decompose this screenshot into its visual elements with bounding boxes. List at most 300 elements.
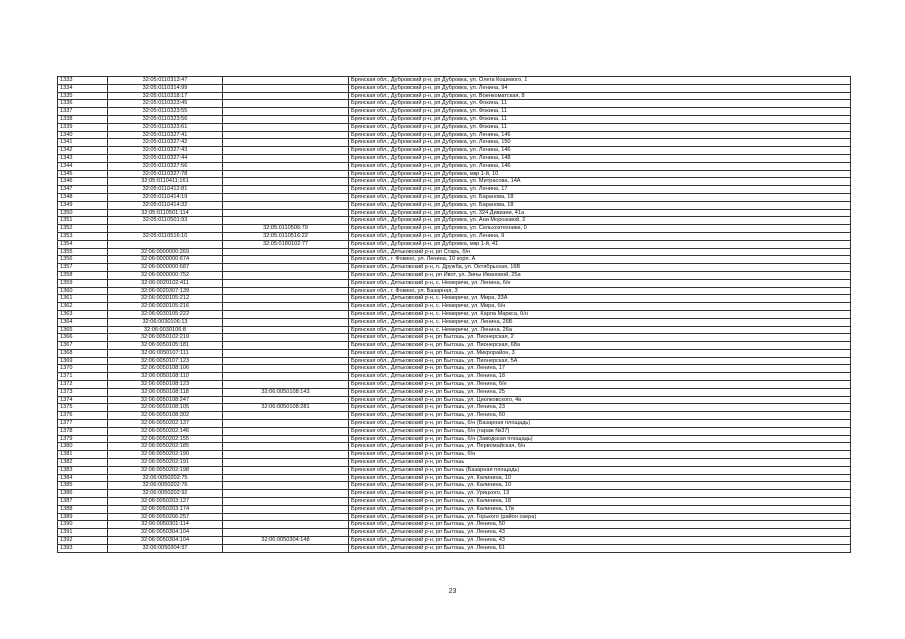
row-number-cell: 1346 — [58, 178, 108, 186]
address-cell: Брянская обл., Дубровский р-н, рп Дубровка, ул. Ленина, 150 — [349, 139, 851, 147]
row-number-cell: 1393 — [58, 544, 108, 552]
row-number-cell: 1377 — [58, 420, 108, 428]
table-row — [58, 178, 851, 186]
secondary-cadastral-number-cell — [223, 365, 349, 373]
table-row — [58, 264, 851, 272]
row-number-cell: 1356 — [58, 256, 108, 264]
cadastral-number-cell: 32:06:0050202:76 — [108, 482, 223, 490]
secondary-cadastral-number-cell — [223, 342, 349, 350]
row-number-cell: 1389 — [58, 513, 108, 521]
row-number-cell: 1383 — [58, 466, 108, 474]
address-cell: Брянская обл., Дятьковский р-н, рп Бытошь, ул. Урицкого, 13 — [349, 490, 851, 498]
row-number-cell: 1371 — [58, 373, 108, 381]
address-cell: Брянская обл., Дятьковский р-н, рп Бытошь, б/н (гараж №37) — [349, 427, 851, 435]
secondary-cadastral-number-cell — [223, 193, 349, 201]
table-row — [58, 318, 851, 326]
address-cell: Брянская обл., Дубровский р-н, рп Дубровка, ул. Военкоматская, 8 — [349, 92, 851, 100]
cadastral-number-cell: 32:05:0110501:93 — [108, 217, 223, 225]
table-row — [58, 92, 851, 100]
secondary-cadastral-number-cell — [223, 147, 349, 155]
cadastral-number-cell: 32:06:0050202:198 — [108, 466, 223, 474]
secondary-cadastral-number-cell — [223, 170, 349, 178]
address-cell: Брянская обл., Дубровский р-н, рп Дубровка, ул. Фокина, 11 — [349, 123, 851, 131]
secondary-cadastral-number-cell — [223, 217, 349, 225]
row-number-cell: 1337 — [58, 108, 108, 116]
row-number-cell: 1343 — [58, 154, 108, 162]
row-number-cell: 1335 — [58, 92, 108, 100]
table-row — [58, 490, 851, 498]
table-row — [58, 186, 851, 194]
cadastral-number-cell: 32:06:0050202:92 — [108, 490, 223, 498]
secondary-cadastral-number-cell — [223, 482, 349, 490]
cadastral-number-cell: 32:06:0050202:155 — [108, 435, 223, 443]
address-cell: Брянская обл., Дятьковский р-н, рп Бытошь, ул. Микрорайон, 3 — [349, 349, 851, 357]
table-row — [58, 170, 851, 178]
row-number-cell: 1336 — [58, 100, 108, 108]
row-number-cell: 1363 — [58, 310, 108, 318]
cadastral-number-cell: 32:06:0050108:123 — [108, 381, 223, 389]
address-cell: Брянская обл., Дятьковский р-н, рп Бытошь, ул. Ленина, 23 — [349, 404, 851, 412]
address-cell: Брянская обл., Дятьковский р-н, рп Бытошь, ул. Пионерская, 2 — [349, 334, 851, 342]
address-cell: Брянская обл., Дубровский р-н, рп Дубровка, ул. Ленина, 9 — [349, 232, 851, 240]
table-row — [58, 349, 851, 357]
address-cell: Брянская обл., Дубровский р-н, рп Дубровка, ул. Ленина, 17 — [349, 186, 851, 194]
row-number-cell: 1355 — [58, 248, 108, 256]
address-cell: Брянская обл., Дубровский р-н, рп Дубровка, ул. 324 Дивизии, 41а — [349, 209, 851, 217]
address-cell: Брянская обл., Дятьковский р-н, с. Немеричи, ул. Ленина, 26Б — [349, 318, 851, 326]
table-row — [58, 139, 851, 147]
table-row — [58, 326, 851, 334]
cadastral-number-cell: 32:06:0030105:222 — [108, 310, 223, 318]
table-row — [58, 147, 851, 155]
cadastral-number-cell: 32:05:0110323:55 — [108, 108, 223, 116]
address-cell: Брянская обл., Дятьковский р-н, с. Немеричи, ул. Карла Маркса, б/н — [349, 310, 851, 318]
address-cell: Брянская обл., Дятьковский р-н, рп Бытошь, б/н — [349, 451, 851, 459]
secondary-cadastral-number-cell — [223, 521, 349, 529]
secondary-cadastral-number-cell — [223, 295, 349, 303]
cadastral-number-cell: 32:05:0110516:10 — [108, 232, 223, 240]
secondary-cadastral-number-cell — [223, 279, 349, 287]
table-row — [58, 115, 851, 123]
address-cell: Брянская обл., Дубровский р-н, рп Дубровка, ул. Фокина, 11 — [349, 100, 851, 108]
address-cell: Брянская обл., Дятьковский р-н, рп Бытошь, ул. Первомайская, б/н — [349, 443, 851, 451]
address-cell: Брянская обл., г. Фокино, ул. Базарная, 3 — [349, 287, 851, 295]
row-number-cell: 1369 — [58, 357, 108, 365]
row-number-cell: 1365 — [58, 326, 108, 334]
table-row — [58, 232, 851, 240]
row-number-cell: 1367 — [58, 342, 108, 350]
cadastral-number-cell: 32:06:0050203:127 — [108, 498, 223, 506]
table-row — [58, 505, 851, 513]
row-number-cell: 1342 — [58, 147, 108, 155]
cadastral-number-cell: 32:05:0110327:42 — [108, 139, 223, 147]
page-number: 23 — [448, 588, 457, 595]
cadastral-number-cell — [108, 225, 223, 233]
secondary-cadastral-number-cell — [223, 381, 349, 389]
row-number-cell: 1390 — [58, 521, 108, 529]
secondary-cadastral-number-cell — [223, 443, 349, 451]
row-number-cell: 1347 — [58, 186, 108, 194]
row-number-cell: 1349 — [58, 201, 108, 209]
secondary-cadastral-number-cell — [223, 505, 349, 513]
row-number-cell: 1339 — [58, 123, 108, 131]
address-cell: Брянская обл., Дятьковский р-н, рп Бытошь, ул. Горького (район озера) — [349, 513, 851, 521]
address-cell: Брянская обл., Дятьковский р-н, рп Бытошь, ул. Калинина, 17в — [349, 505, 851, 513]
cadastral-number-cell: 32:06:0030106:13 — [108, 318, 223, 326]
cadastral-number-cell: 32:06:0050202:190 — [108, 451, 223, 459]
cadastral-number-cell: 32:06:0050108:110 — [108, 373, 223, 381]
table-row — [58, 435, 851, 443]
cadastral-number-cell: 32:06:0000000:687 — [108, 264, 223, 272]
table-row — [58, 100, 851, 108]
cadastral-number-cell: 32:05:0110501:114 — [108, 209, 223, 217]
table-row — [58, 443, 851, 451]
secondary-cadastral-number-cell — [223, 303, 349, 311]
row-number-cell: 1362 — [58, 303, 108, 311]
row-number-cell: 1341 — [58, 139, 108, 147]
secondary-cadastral-number-cell — [223, 544, 349, 552]
cadastral-number-cell: 32:06:0020102:411 — [108, 279, 223, 287]
cadastral-number-cell: 32:06:0050107:111 — [108, 349, 223, 357]
table-row — [58, 474, 851, 482]
cadastral-number-cell: 32:06:0050304:97 — [108, 544, 223, 552]
address-cell: Брянская обл., Дятьковский р-н, рп Бытошь, ул. Ленина, 43 — [349, 529, 851, 537]
table-row — [58, 451, 851, 459]
row-number-cell: 1338 — [58, 115, 108, 123]
cadastral-number-cell: 32:06:0050108:302 — [108, 412, 223, 420]
table-row — [58, 482, 851, 490]
secondary-cadastral-number-cell — [223, 256, 349, 264]
secondary-cadastral-number-cell — [223, 77, 349, 85]
table-row — [58, 77, 851, 85]
cadastral-number-cell: 32:06:0050108:247 — [108, 396, 223, 404]
table-row — [58, 521, 851, 529]
address-cell: Брянская обл., Дятьковский р-н, п. Дружба, ул. Октябрьская, 16В — [349, 264, 851, 272]
cadastral-number-cell: 32:06:0050301:114 — [108, 521, 223, 529]
address-cell: Брянская обл., Дубровский р-н, рп Дубровка, ул. Ленина, 146 — [349, 162, 851, 170]
secondary-cadastral-number-cell — [223, 474, 349, 482]
address-cell: Брянская обл., Дубровский р-н, рп Дубровка, ул. Фокина, 11 — [349, 108, 851, 116]
address-cell: Брянская обл., г. Фокино, ул. Ленина, 10 корп. А — [349, 256, 851, 264]
table-row — [58, 248, 851, 256]
secondary-cadastral-number-cell: 32:05:0110516:22 — [223, 232, 349, 240]
row-number-cell: 1375 — [58, 404, 108, 412]
address-cell: Брянская обл., Дятьковский р-н, рп Бытошь, ул. Калинина, 10 — [349, 482, 851, 490]
address-cell: Брянская обл., Дятьковский р-н, рп Бытошь, ул. Калинина, 18 — [349, 498, 851, 506]
table-row — [58, 131, 851, 139]
table-row — [58, 154, 851, 162]
table-row — [58, 381, 851, 389]
row-number-cell: 1357 — [58, 264, 108, 272]
cadastral-number-cell: 32:05:0110327:78 — [108, 170, 223, 178]
table-row — [58, 193, 851, 201]
cadastral-number-cell: 32:06:0050107:123 — [108, 357, 223, 365]
address-cell: Брянская обл., Дятьковский р-н, рп Бытошь, б/н (Заводская площадь) — [349, 435, 851, 443]
row-number-cell: 1360 — [58, 287, 108, 295]
row-number-cell: 1385 — [58, 482, 108, 490]
row-number-cell: 1379 — [58, 435, 108, 443]
secondary-cadastral-number-cell — [223, 334, 349, 342]
cadastral-number-cell: 32:05:0110327:56 — [108, 162, 223, 170]
cadastral-number-cell: 32:06:0050102:219 — [108, 334, 223, 342]
cadastral-number-cell: 32:06:0050203:174 — [108, 505, 223, 513]
row-number-cell: 1333 — [58, 77, 108, 85]
row-number-cell: 1345 — [58, 170, 108, 178]
secondary-cadastral-number-cell — [223, 139, 349, 147]
table-row — [58, 225, 851, 233]
address-cell: Брянская обл., Дятьковский р-н, рп Ивот, ул. Зины Ивановой, 25а — [349, 271, 851, 279]
cadastral-number-cell: 32:06:0050304:104 — [108, 529, 223, 537]
row-number-cell: 1354 — [58, 240, 108, 248]
row-number-cell: 1381 — [58, 451, 108, 459]
row-number-cell: 1361 — [58, 295, 108, 303]
secondary-cadastral-number-cell: 32:05:0180102:77 — [223, 240, 349, 248]
cadastral-number-cell: 32:06:0000000:674 — [108, 256, 223, 264]
table-row — [58, 537, 851, 545]
row-number-cell: 1373 — [58, 388, 108, 396]
cadastral-number-cell: 32:05:0110412:81 — [108, 186, 223, 194]
address-cell: Брянская обл., Дятьковский р-н, рп Бытошь (Базарная площадь) — [349, 466, 851, 474]
secondary-cadastral-number-cell — [223, 287, 349, 295]
cadastral-number-cell: 32:05:0110414:32 — [108, 201, 223, 209]
table-row — [58, 365, 851, 373]
row-number-cell: 1340 — [58, 131, 108, 139]
table-row — [58, 84, 851, 92]
address-cell: Брянская обл., Дятьковский р-н, рп Бытошь, ул. Калинина, 10 — [349, 474, 851, 482]
table-row — [58, 396, 851, 404]
address-cell: Брянская обл., Дятьковский р-н, рп Бытошь, ул. Циолковского, 4в — [349, 396, 851, 404]
table-row — [58, 334, 851, 342]
secondary-cadastral-number-cell: 32:06:0050108:281 — [223, 404, 349, 412]
cadastral-number-cell: 32:06:0030105:216 — [108, 303, 223, 311]
cadastral-number-cell: 32:06:0030106:8 — [108, 326, 223, 334]
table-row — [58, 420, 851, 428]
address-cell: Брянская обл., Дятьковский р-н, рп Бытошь, ул. Ленина, 17 — [349, 365, 851, 373]
secondary-cadastral-number-cell — [223, 513, 349, 521]
row-number-cell: 1370 — [58, 365, 108, 373]
table-row — [58, 108, 851, 116]
cadastral-number-cell: 32:06:0050108:118 — [108, 388, 223, 396]
address-cell: Брянская обл., Дубровский р-н, рп Дубровка, ул. Ленина, 146 — [349, 147, 851, 155]
secondary-cadastral-number-cell — [223, 318, 349, 326]
row-number-cell: 1376 — [58, 412, 108, 420]
row-number-cell: 1348 — [58, 193, 108, 201]
address-cell: Брянская обл., Дятьковский р-н, рп Бытошь, ул. Ленина, 43 — [349, 537, 851, 545]
cadastral-number-cell: 32:05:0110411:161 — [108, 178, 223, 186]
cadastral-number-cell: 32:06:0000000:752 — [108, 271, 223, 279]
table-row — [58, 279, 851, 287]
row-number-cell: 1344 — [58, 162, 108, 170]
cadastral-number-cell — [108, 240, 223, 248]
table-row — [58, 498, 851, 506]
secondary-cadastral-number-cell — [223, 264, 349, 272]
table-row — [58, 357, 851, 365]
secondary-cadastral-number-cell — [223, 451, 349, 459]
secondary-cadastral-number-cell — [223, 100, 349, 108]
table-row — [58, 388, 851, 396]
table-row — [58, 201, 851, 209]
secondary-cadastral-number-cell — [223, 326, 349, 334]
cadastral-number-cell: 32:05:0110327:44 — [108, 154, 223, 162]
cadastral-number-cell: 32:06:0050202:137 — [108, 420, 223, 428]
table-row — [58, 427, 851, 435]
secondary-cadastral-number-cell — [223, 248, 349, 256]
address-cell: Брянская обл., Дятьковский р-н, рп Бытошь, ул. Пионерская, 68а — [349, 342, 851, 350]
row-number-cell: 1368 — [58, 349, 108, 357]
secondary-cadastral-number-cell — [223, 92, 349, 100]
secondary-cadastral-number-cell — [223, 178, 349, 186]
table-row — [58, 295, 851, 303]
address-cell: Брянская обл., Дубровский р-н, рп Дубровка, ул. Баранова, 18 — [349, 193, 851, 201]
cadastral-number-cell: 32:05:0110327:43 — [108, 147, 223, 155]
cadastral-number-cell: 32:06:0050202:191 — [108, 459, 223, 467]
secondary-cadastral-number-cell — [223, 162, 349, 170]
address-cell: Брянская обл., Дубровский р-н, рп Дубровка, ул. Ленина, 146 — [349, 131, 851, 139]
address-cell: Брянская обл., Дятьковский р-н, с. Немеричи, ул. Ленина, 26а — [349, 326, 851, 334]
table-row — [58, 256, 851, 264]
cadastral-number-cell: 32:06:0050105:181 — [108, 342, 223, 350]
cadastral-number-cell: 32:06:0050304:104 — [108, 537, 223, 545]
secondary-cadastral-number-cell — [223, 271, 349, 279]
row-number-cell: 1352 — [58, 225, 108, 233]
secondary-cadastral-number-cell — [223, 459, 349, 467]
cadastral-number-cell: 32:06:0050202:75 — [108, 474, 223, 482]
address-cell: Брянская обл., Дубровский р-н, рп Дубровка, ул. Ленина, 94 — [349, 84, 851, 92]
secondary-cadastral-number-cell — [223, 131, 349, 139]
address-cell: Брянская обл., Дубровский р-н, рп Дубровка, ул. Сельхозтехники, 0 — [349, 225, 851, 233]
secondary-cadastral-number-cell — [223, 396, 349, 404]
address-cell: Брянская обл., Дятьковский р-н, рп Бытошь, ул. Ленина, 50 — [349, 521, 851, 529]
secondary-cadastral-number-cell: 32:06:0050304:148 — [223, 537, 349, 545]
table-row — [58, 123, 851, 131]
address-cell: Брянская обл., Дятьковский р-н, рп Бытошь, ул. Ленина, 61 — [349, 544, 851, 552]
cadastral-number-cell: 32:06:0050108:105 — [108, 404, 223, 412]
secondary-cadastral-number-cell: 32:06:0050108:143 — [223, 388, 349, 396]
table-row — [58, 303, 851, 311]
table-row — [58, 513, 851, 521]
cadastral-number-cell: 32:05:0110323:56 — [108, 115, 223, 123]
address-cell: Брянская обл., Дятьковский р-н, рп Старь, б/н — [349, 248, 851, 256]
secondary-cadastral-number-cell — [223, 115, 349, 123]
cadastral-number-cell: 32:06:0050206:257 — [108, 513, 223, 521]
secondary-cadastral-number-cell — [223, 349, 349, 357]
secondary-cadastral-number-cell — [223, 427, 349, 435]
cadastral-number-cell: 32:06:0000000:269 — [108, 248, 223, 256]
row-number-cell: 1386 — [58, 490, 108, 498]
address-cell: Брянская обл., Дятьковский р-н, с. Немеричи, ул. Ленина, б/н — [349, 279, 851, 287]
row-number-cell: 1380 — [58, 443, 108, 451]
secondary-cadastral-number-cell — [223, 490, 349, 498]
row-number-cell: 1359 — [58, 279, 108, 287]
row-number-cell: 1392 — [58, 537, 108, 545]
row-number-cell: 1358 — [58, 271, 108, 279]
secondary-cadastral-number-cell — [223, 310, 349, 318]
row-number-cell: 1372 — [58, 381, 108, 389]
address-cell: Брянская обл., Дубровский р-н, рп Дубровка, ул. Олега Кошевого, 1 — [349, 77, 851, 85]
table-row — [58, 240, 851, 248]
cadastral-number-cell: 32:06:0050202:146 — [108, 427, 223, 435]
row-number-cell: 1366 — [58, 334, 108, 342]
address-cell: Брянская обл., Дятьковский р-н, рп Бытошь, б/н (Базарная площадь) — [349, 420, 851, 428]
address-cell: Брянская обл., Дубровский р-н, рп Дубровка, ул. Баранова, 18 — [349, 201, 851, 209]
table-row — [58, 529, 851, 537]
row-number-cell: 1350 — [58, 209, 108, 217]
secondary-cadastral-number-cell — [223, 186, 349, 194]
secondary-cadastral-number-cell — [223, 412, 349, 420]
document-table — [57, 76, 851, 553]
address-cell: Брянская обл., Дятьковский р-н, рп Бытошь, ул. Ленина, 18 — [349, 373, 851, 381]
table-row — [58, 373, 851, 381]
cadastral-number-cell: 32:05:0110313:47 — [108, 77, 223, 85]
row-number-cell: 1388 — [58, 505, 108, 513]
cadastral-number-cell: 32:06:0020307:139 — [108, 287, 223, 295]
row-number-cell: 1334 — [58, 84, 108, 92]
address-cell: Брянская обл., Дятьковский р-н, рп Бытошь, ул. Ленина, б/н — [349, 381, 851, 389]
address-cell: Брянская обл., Дятьковский р-н, рп Бытошь, ул. Ленина, 25 — [349, 388, 851, 396]
cadastral-number-cell: 32:05:0110323:45 — [108, 100, 223, 108]
address-cell: Брянская обл., Дубровский р-н, рп Дубровка, ул. Митрасова, 14А — [349, 178, 851, 186]
table-row — [58, 162, 851, 170]
row-number-cell: 1382 — [58, 459, 108, 467]
secondary-cadastral-number-cell — [223, 373, 349, 381]
row-number-cell: 1391 — [58, 529, 108, 537]
table-row — [58, 544, 851, 552]
row-number-cell: 1364 — [58, 318, 108, 326]
cadastral-number-cell: 32:06:0030105:212 — [108, 295, 223, 303]
secondary-cadastral-number-cell — [223, 420, 349, 428]
table-row — [58, 466, 851, 474]
row-number-cell: 1351 — [58, 217, 108, 225]
secondary-cadastral-number-cell — [223, 108, 349, 116]
table-row — [58, 342, 851, 350]
row-number-cell: 1378 — [58, 427, 108, 435]
document-table-body — [58, 77, 851, 553]
row-number-cell: 1374 — [58, 396, 108, 404]
cadastral-number-cell: 32:06:0050108:106 — [108, 365, 223, 373]
secondary-cadastral-number-cell — [223, 498, 349, 506]
table-row — [58, 404, 851, 412]
secondary-cadastral-number-cell — [223, 201, 349, 209]
table-row — [58, 310, 851, 318]
address-cell: Брянская обл., Дубровский р-н, рп Дубровка, ул. Ани Морозовой, 2 — [349, 217, 851, 225]
secondary-cadastral-number-cell — [223, 435, 349, 443]
table-row — [58, 412, 851, 420]
table-row — [58, 271, 851, 279]
table-row — [58, 217, 851, 225]
secondary-cadastral-number-cell — [223, 357, 349, 365]
table-row — [58, 287, 851, 295]
row-number-cell: 1353 — [58, 232, 108, 240]
cadastral-number-cell: 32:06:0050202:185 — [108, 443, 223, 451]
address-cell: Брянская обл., Дубровский р-н, рп Дубровка, мкр 1-й, 10 — [349, 170, 851, 178]
address-cell: Брянская обл., Дятьковский р-н, рп Бытошь, ул. Ленина, 60 — [349, 412, 851, 420]
address-cell: Брянская обл., Дубровский р-н, рп Дубровка, мкр 1-й, 41 — [349, 240, 851, 248]
cadastral-number-cell: 32:05:0110323:61 — [108, 123, 223, 131]
address-cell: Брянская обл., Дубровский р-н, рп Дубровка, ул. Ленина, 148 — [349, 154, 851, 162]
address-cell: Брянская обл., Дубровский р-н, рп Дубровка, ул. Фокина, 11 — [349, 115, 851, 123]
secondary-cadastral-number-cell — [223, 209, 349, 217]
secondary-cadastral-number-cell — [223, 84, 349, 92]
cadastral-number-cell: 32:05:0110414:19 — [108, 193, 223, 201]
secondary-cadastral-number-cell: 32:05:0110506:79 — [223, 225, 349, 233]
table-row — [58, 459, 851, 467]
row-number-cell: 1387 — [58, 498, 108, 506]
cadastral-number-cell: 32:05:0110314:99 — [108, 84, 223, 92]
cadastral-number-cell: 32:05:0110327:41 — [108, 131, 223, 139]
row-number-cell: 1384 — [58, 474, 108, 482]
secondary-cadastral-number-cell — [223, 154, 349, 162]
address-cell: Брянская обл., Дятьковский р-н, рп Бытошь — [349, 459, 851, 467]
